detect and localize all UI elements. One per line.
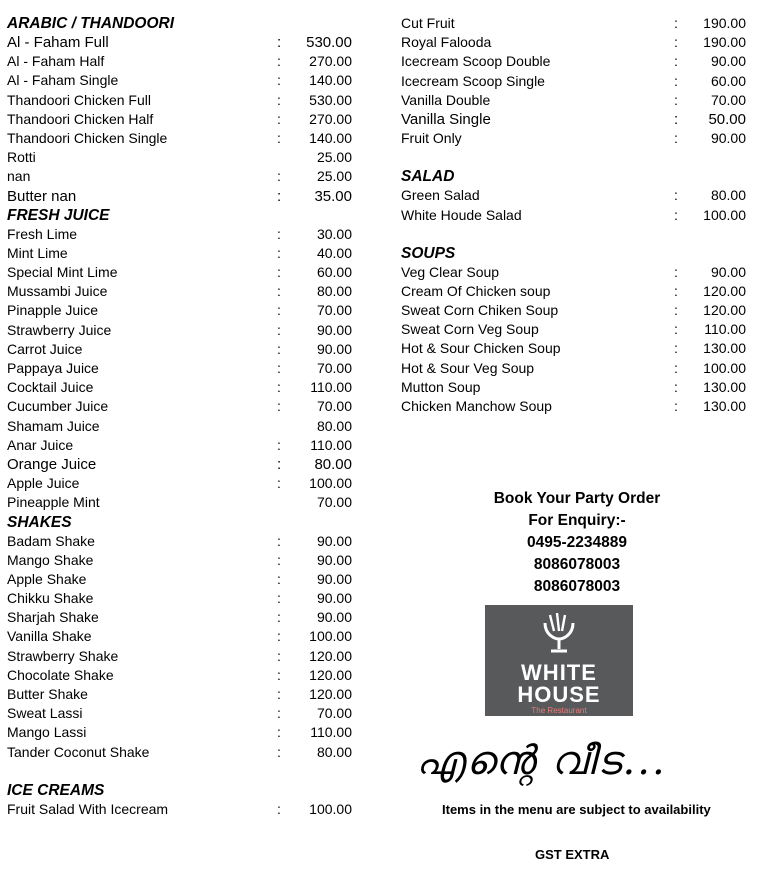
menu-item-price: 110.00: [310, 379, 352, 396]
menu-item-price: 90.00: [316, 590, 352, 607]
menu-item-row: [7, 225, 355, 244]
menu-item-price: 110.00: [310, 436, 352, 453]
menu-item-name: Fruit Salad With Icecream: [7, 800, 169, 817]
menu-item-name: nan: [7, 168, 31, 185]
menu-item-price: 110.00: [704, 321, 746, 338]
menu-item-name: Vanilla Shake: [7, 628, 92, 645]
menu-item-separator: :: [674, 15, 678, 31]
menu-item-row: [7, 436, 355, 455]
menu-item-row: [401, 301, 749, 320]
phone-number: 8086078003: [533, 578, 621, 595]
menu-item-price: 140.00: [309, 72, 352, 89]
menu-item-name: Al - Faham Half: [7, 53, 105, 70]
menu-item-price: 90.00: [316, 532, 352, 549]
menu-item-name: Al - Faham Single: [7, 72, 119, 89]
menu-item-name: Sweat Corn Veg Soup: [401, 321, 539, 338]
menu-item-name: Badam Shake: [7, 532, 95, 549]
menu-item-row: [401, 52, 749, 71]
menu-item-row: [7, 187, 355, 206]
menu-item-price: 70.00: [316, 360, 352, 376]
menu-item-separator: :: [674, 110, 679, 128]
section-heading: SALAD: [401, 168, 455, 186]
menu-item-separator: :: [674, 72, 678, 89]
menu-item-name: Mutton Soup: [401, 378, 481, 395]
menu-item-price: 120.00: [703, 302, 746, 319]
menu-item-separator: :: [277, 129, 281, 146]
menu-item-row: [401, 339, 749, 358]
menu-item-separator: :: [277, 398, 281, 415]
menu-item-row: [7, 52, 355, 71]
left-menu-column: [7, 14, 355, 819]
menu-item-price: 70.00: [710, 91, 746, 108]
menu-item-price: 30.00: [316, 225, 352, 242]
menu-item-row: [7, 800, 355, 819]
menu-item-row: [7, 397, 355, 416]
menu-item-separator: :: [277, 570, 281, 587]
menu-item-price: 60.00: [316, 264, 352, 281]
menu-item-row: [7, 71, 355, 90]
menu-item-price: 80.00: [316, 417, 352, 434]
menu-item-separator: :: [674, 398, 678, 414]
menu-item-price: 90.00: [316, 321, 352, 338]
menu-item-row: [7, 647, 355, 666]
party-order-title: Book Your Party Order: [493, 490, 661, 507]
menu-item-name: Cocktail Juice: [7, 379, 94, 396]
menu-item-price: 100.00: [703, 359, 746, 376]
menu-item-price: 70.00: [316, 302, 352, 319]
menu-item-name: Strawberry Shake: [7, 647, 119, 664]
menu-item-row: [7, 589, 355, 608]
menu-item-separator: :: [277, 34, 282, 51]
menu-item-name: Cut Fruit: [401, 15, 455, 31]
menu-item-row: [401, 91, 749, 110]
menu-item-price: 35.00: [314, 187, 352, 205]
menu-item-separator: :: [277, 379, 281, 396]
menu-item-name: Special Mint Lime: [7, 264, 118, 281]
script-text: എന്റെ വീട...: [416, 738, 667, 784]
menu-item-price: 80.00: [710, 187, 746, 204]
menu-item-price: 100.00: [703, 206, 746, 223]
menu-item-name: Chicken Manchow Soup: [401, 398, 552, 414]
menu-item-name: Rotti: [7, 149, 36, 166]
menu-item-price: 270.00: [309, 53, 352, 70]
menu-item-price: 50.00: [708, 110, 746, 128]
malayalam-script-title: [416, 738, 716, 796]
menu-item-row: [7, 359, 355, 378]
menu-item-row: [7, 474, 355, 493]
availability-note: Items in the menu are subject to availability: [442, 802, 711, 817]
menu-item-row: [401, 378, 749, 397]
menu-item-name: Strawberry Juice: [7, 321, 112, 338]
menu-item-price: 70.00: [316, 398, 352, 415]
menu-item-name: Pappaya Juice: [7, 360, 99, 376]
menu-item-price: 70.00: [316, 494, 352, 511]
menu-item-row: [401, 282, 749, 301]
menu-item-name: Apple Juice: [7, 475, 80, 492]
menu-item-price: 100.00: [309, 800, 352, 817]
logo-text-white: WHITE: [521, 660, 597, 685]
menu-item-separator: :: [277, 628, 281, 645]
menu-item-name: Cream Of Chicken soup: [401, 282, 551, 299]
menu-item-name: Mango Shake: [7, 551, 94, 568]
menu-item-price: 80.00: [316, 743, 352, 760]
menu-item-row: [401, 320, 749, 339]
menu-item-row: [401, 33, 749, 52]
menu-item-name: Icecream Scoop Double: [401, 53, 551, 70]
menu-item-name: Chikku Shake: [7, 590, 94, 607]
menu-item-name: Thandoori Chicken Single: [7, 129, 168, 146]
menu-item-row: [7, 685, 355, 704]
menu-item-row: [7, 301, 355, 320]
menu-item-separator: :: [277, 551, 281, 568]
phone-number: 8086078003: [533, 556, 621, 573]
menu-item-name: Pineapple Mint: [7, 494, 100, 511]
menu-item-price: 90.00: [316, 551, 352, 568]
menu-item-name: Thandoori Chicken Half: [7, 110, 154, 127]
menu-item-separator: :: [277, 800, 281, 817]
menu-item-name: Sharjah Shake: [7, 609, 99, 626]
menu-item-separator: :: [277, 187, 282, 205]
menu-item-name: Tander Coconut Shake: [7, 743, 150, 760]
menu-item-price: 90.00: [710, 53, 746, 70]
menu-item-separator: :: [277, 168, 281, 185]
menu-item-row: [7, 532, 355, 551]
menu-item-separator: :: [277, 244, 281, 261]
menu-item-price: 530.00: [309, 91, 352, 108]
menu-item-price: 90.00: [316, 340, 352, 357]
menu-item-name: Green Salad: [401, 187, 480, 204]
menu-item-name: Mango Lassi: [7, 724, 87, 741]
menu-item-name: Butter nan: [7, 187, 77, 205]
menu-item-separator: :: [277, 590, 281, 607]
menu-item-price: 130.00: [703, 340, 746, 357]
section-heading: ARABIC / THANDOORI: [7, 15, 175, 32]
menu-item-separator: :: [674, 130, 678, 147]
menu-item-row: [7, 417, 355, 436]
menu-item-row: [7, 455, 355, 474]
menu-item-separator: :: [277, 321, 281, 338]
menu-item-row: [7, 321, 355, 340]
menu-item-row: [7, 493, 355, 512]
menu-item-row: [7, 167, 355, 186]
menu-item-separator: :: [674, 34, 678, 51]
menu-item-separator: :: [277, 743, 281, 760]
menu-item-row: [7, 148, 355, 167]
menu-item-price: 70.00: [316, 705, 352, 722]
menu-item-separator: :: [674, 263, 678, 280]
menu-item-separator: :: [277, 475, 281, 492]
menu-item-name: Butter Shake: [7, 686, 88, 702]
menu-item-name: Cucumber Juice: [7, 398, 109, 415]
menu-item-separator: :: [277, 72, 281, 89]
menu-item-row: [7, 340, 355, 359]
menu-item-separator: :: [277, 436, 281, 453]
gst-note: GST EXTRA: [535, 847, 610, 862]
section-heading: SHAKES: [7, 513, 72, 531]
menu-item-row: [7, 263, 355, 282]
section-gap: [401, 225, 749, 244]
menu-item-row: [7, 91, 355, 110]
menu-item-separator: :: [674, 302, 678, 319]
menu-item-separator: :: [674, 53, 678, 70]
menu-item-name: Fruit Only: [401, 130, 462, 147]
menu-item-name: Vanilla Single: [401, 110, 491, 128]
menu-item-price: 190.00: [703, 15, 746, 31]
menu-item-name: Apple Shake: [7, 570, 87, 587]
menu-item-name: Sweat Lassi: [7, 705, 83, 722]
logo-text-house: HOUSE: [517, 682, 601, 707]
menu-item-price: 90.00: [710, 130, 746, 147]
menu-item-separator: :: [277, 110, 281, 127]
menu-item-price: 60.00: [710, 72, 746, 89]
menu-item-row: [401, 263, 749, 282]
menu-item-row: [7, 570, 355, 589]
menu-item-row: [401, 397, 749, 416]
menu-item-row: [7, 608, 355, 627]
menu-item-price: 270.00: [309, 110, 352, 127]
menu-item-price: 130.00: [703, 398, 746, 414]
menu-item-separator: :: [277, 283, 281, 300]
menu-item-name: Icecream Scoop Single: [401, 72, 545, 89]
menu-item-separator: :: [277, 53, 281, 70]
menu-item-price: 25.00: [316, 149, 352, 166]
menu-item-name: Hot & Sour Chicken Soup: [401, 340, 561, 357]
menu-item-price: 110.00: [310, 724, 352, 741]
menu-item-separator: :: [277, 705, 281, 722]
menu-item-row: [7, 129, 355, 148]
menu-item-row: [7, 743, 355, 762]
menu-item-price: 130.00: [703, 378, 746, 395]
section-gap: [7, 762, 355, 781]
menu-item-name: Thandoori Chicken Full: [7, 91, 151, 108]
phone-number: 0495-2234889: [527, 534, 627, 551]
menu-item-name: Chocolate Shake: [7, 666, 114, 683]
section-heading: SOUPS: [401, 244, 456, 262]
menu-item-separator: :: [277, 686, 281, 702]
menu-item-row: [7, 378, 355, 397]
menu-item-price: 90.00: [316, 609, 352, 626]
logo-tagline: The Restaurant: [531, 706, 587, 715]
menu-item-row: [401, 129, 749, 148]
menu-item-name: Royal Falooda: [401, 34, 492, 51]
menu-item-name: Veg Clear Soup: [401, 263, 500, 280]
menu-item-name: White Houde Salad: [401, 206, 522, 223]
menu-item-price: 90.00: [316, 570, 352, 587]
menu-item-separator: :: [674, 321, 678, 338]
menu-item-price: 120.00: [703, 282, 746, 299]
menu-item-name: Pinapple Juice: [7, 302, 99, 319]
menu-item-name: Anar Juice: [7, 436, 74, 453]
menu-item-separator: :: [674, 378, 678, 395]
menu-item-row: [401, 14, 749, 33]
menu-item-separator: :: [674, 340, 678, 357]
menu-item-name: Carrot Juice: [7, 340, 83, 357]
section-gap: [401, 148, 749, 167]
menu-item-separator: :: [277, 532, 281, 549]
menu-item-row: [7, 110, 355, 129]
menu-item-price: 190.00: [703, 34, 746, 51]
logo-mark-icon: [541, 613, 577, 653]
menu-item-separator: :: [277, 724, 281, 741]
menu-item-separator: :: [277, 647, 281, 664]
menu-item-price: 25.00: [316, 168, 352, 185]
menu-item-separator: :: [277, 609, 281, 626]
menu-item-price: 120.00: [309, 647, 352, 664]
menu-item-separator: :: [277, 455, 282, 473]
menu-item-price: 530.00: [306, 34, 352, 51]
menu-item-row: [401, 186, 749, 205]
menu-item-row: [401, 359, 749, 378]
menu-item-name: Mussambi Juice: [7, 283, 108, 300]
menu-item-separator: :: [277, 360, 281, 376]
menu-item-name: Fresh Lime: [7, 225, 78, 242]
menu-item-price: 100.00: [309, 475, 352, 492]
menu-item-price: 90.00: [710, 263, 746, 280]
menu-item-price: 80.00: [316, 283, 352, 300]
menu-item-separator: :: [277, 340, 281, 357]
menu-item-name: Shamam Juice: [7, 417, 100, 434]
menu-item-name: Orange Juice: [7, 455, 97, 473]
menu-item-row: [7, 551, 355, 570]
menu-item-row: [401, 206, 749, 225]
menu-item-row: [7, 627, 355, 646]
menu-item-price: 100.00: [309, 628, 352, 645]
menu-item-row: [7, 244, 355, 263]
menu-item-name: Mint Lime: [7, 244, 68, 261]
menu-item-separator: :: [277, 264, 281, 281]
menu-item-row: [7, 33, 355, 52]
white-house-logo: [485, 605, 633, 716]
menu-item-separator: :: [277, 91, 281, 108]
menu-item-price: 140.00: [309, 129, 352, 146]
menu-item-separator: :: [277, 666, 281, 683]
menu-item-separator: :: [674, 187, 678, 204]
menu-item-separator: :: [674, 359, 678, 376]
menu-item-name: Vanilla Double: [401, 91, 491, 108]
menu-item-row: [401, 110, 749, 129]
menu-item-separator: :: [674, 206, 678, 223]
menu-item-price: 120.00: [309, 686, 352, 702]
menu-item-separator: :: [674, 282, 678, 299]
menu-item-name: Sweat Corn Chiken Soup: [401, 302, 559, 319]
enquiry-label: For Enquiry:-: [528, 512, 626, 529]
menu-item-row: [401, 72, 749, 91]
section-heading: FRESH JUICE: [7, 206, 110, 224]
menu-item-separator: :: [277, 302, 281, 319]
party-order-enquiry: [450, 488, 704, 598]
menu-item-row: [7, 704, 355, 723]
menu-item-row: [7, 723, 355, 742]
menu-item-row: [7, 666, 355, 685]
menu-item-row: [7, 282, 355, 301]
menu-item-price: 40.00: [316, 244, 352, 261]
menu-item-separator: :: [277, 225, 281, 242]
section-heading: ICE CREAMS: [7, 781, 105, 799]
menu-item-separator: :: [674, 91, 678, 108]
right-menu-column: [401, 14, 749, 416]
menu-item-name: Hot & Sour Veg Soup: [401, 359, 535, 376]
menu-item-price: 80.00: [314, 455, 352, 473]
menu-item-price: 120.00: [309, 666, 352, 683]
menu-item-name: Al - Faham Full: [7, 34, 109, 51]
